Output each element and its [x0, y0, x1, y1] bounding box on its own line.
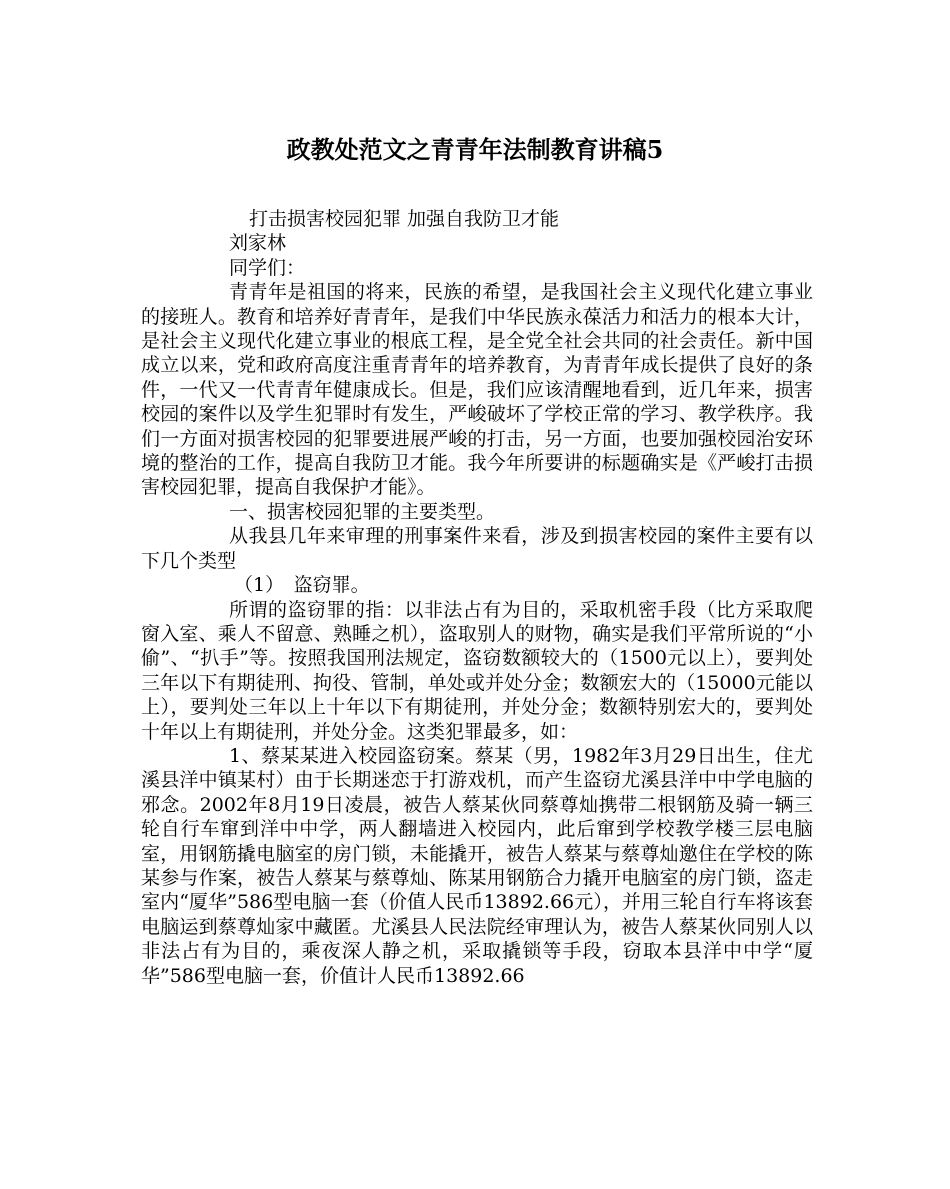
- document-body: [141, 207, 813, 988]
- section-heading: 一、损害校园犯罪的主要类型。: [229, 500, 496, 523]
- speech-subtitle: 打击损害校园犯罪 加强自我防卫才能: [249, 208, 560, 230]
- paragraph-case: 1、蔡某某进入校园盗窃案。蔡某（男，1982年3月29日出生，住尤溪县洋中镇某村）由于长期迷恋于打游戏机，而产生盗窃尤溪县洋中中学电脑的邪念。2002年8月19日凌晨，被告人蔡某伙同蔡尊灿携带二根钢筋及骑一辆三轮自行车窜到洋中中学，两人翻墙进入校园内，此后窜到学校教学楼三层电脑室，用钢筋撬电脑室的房门锁，未能撬开，被告人蔡某与蔡尊灿邀住在学校的陈某参与作案，被告人蔡某与蔡尊灿、陈某用钢筋合力撬开电脑室的房门锁，盗走室内“厦华”586型电脑一套（价值人民币13892.66元），并用三轮自行车将该套电脑运到蔡尊灿家中藏匿。尤溪县人民法院经审理认为，被告人蔡某伙同别人以非法占有为目的，乘夜深人静之机，采取撬锁等手段，窃取本县洋中中学“厦华”586型电脑一套，价值计人民币13892.66: [141, 744, 813, 987]
- salutation: 同学们：: [229, 256, 306, 279]
- paragraph-intro: 青青年是祖国的将来，民族的希望，是我国社会主义现代化建立事业的接班人。教育和培养好青青年，是我们中华民族永葆活力和活力的根本大计，是社会主义现代化建立事业的根底工程，是全党全社会共同的社会责任。新中国成立以来，党和政府高度注重青青年的培养教育，为青青年成长提供了良好的条件，一代又一代青青年健康成长。但是，我们应该清醒地看到，近几年来，损害校园的案件以及学生犯罪时有发生，严峻破坏了学校正常的学习、教学秩序。我们一方面对损害校园的犯罪要进展严峻的打击，另一方面，也要加强校园治安环境的整治的工作，提高自我防卫才能。我今年所要讲的标题确实是《严峻打击损害校园犯罪，提高自我保护才能》。: [141, 281, 813, 499]
- author-name: 刘家林: [229, 232, 287, 255]
- paragraph-definition: 所谓的盗窃罪的指：以非法占有为目的，采取机密手段（比方采取爬窗入室、乘人不留意、熟睡之机），盗取别人的财物，确实是我们平常所说的“小偷”、“扒手”等。按照我国刑法规定，盗窃数额较大的（1500元以上），要判处三年以下有期徒刑、拘役、管制，单处或并处分金；数额宏大的（15000元能以上），要判处三年以上十年以下有期徒刑，并处分金；数额特别宏大的，要判处十年以上有期徒刑，并处分金。这类犯罪最多，如：: [141, 598, 813, 743]
- document-title: 政教处范文之青青年法制教育讲稿5: [286, 135, 664, 164]
- list-item-heading: （1） 盗窃罪。: [234, 574, 370, 597]
- paragraph-overview: 从我县几年来审理的刑事案件来看，涉及到损害校园的案件主要有以下几个类型: [141, 525, 813, 572]
